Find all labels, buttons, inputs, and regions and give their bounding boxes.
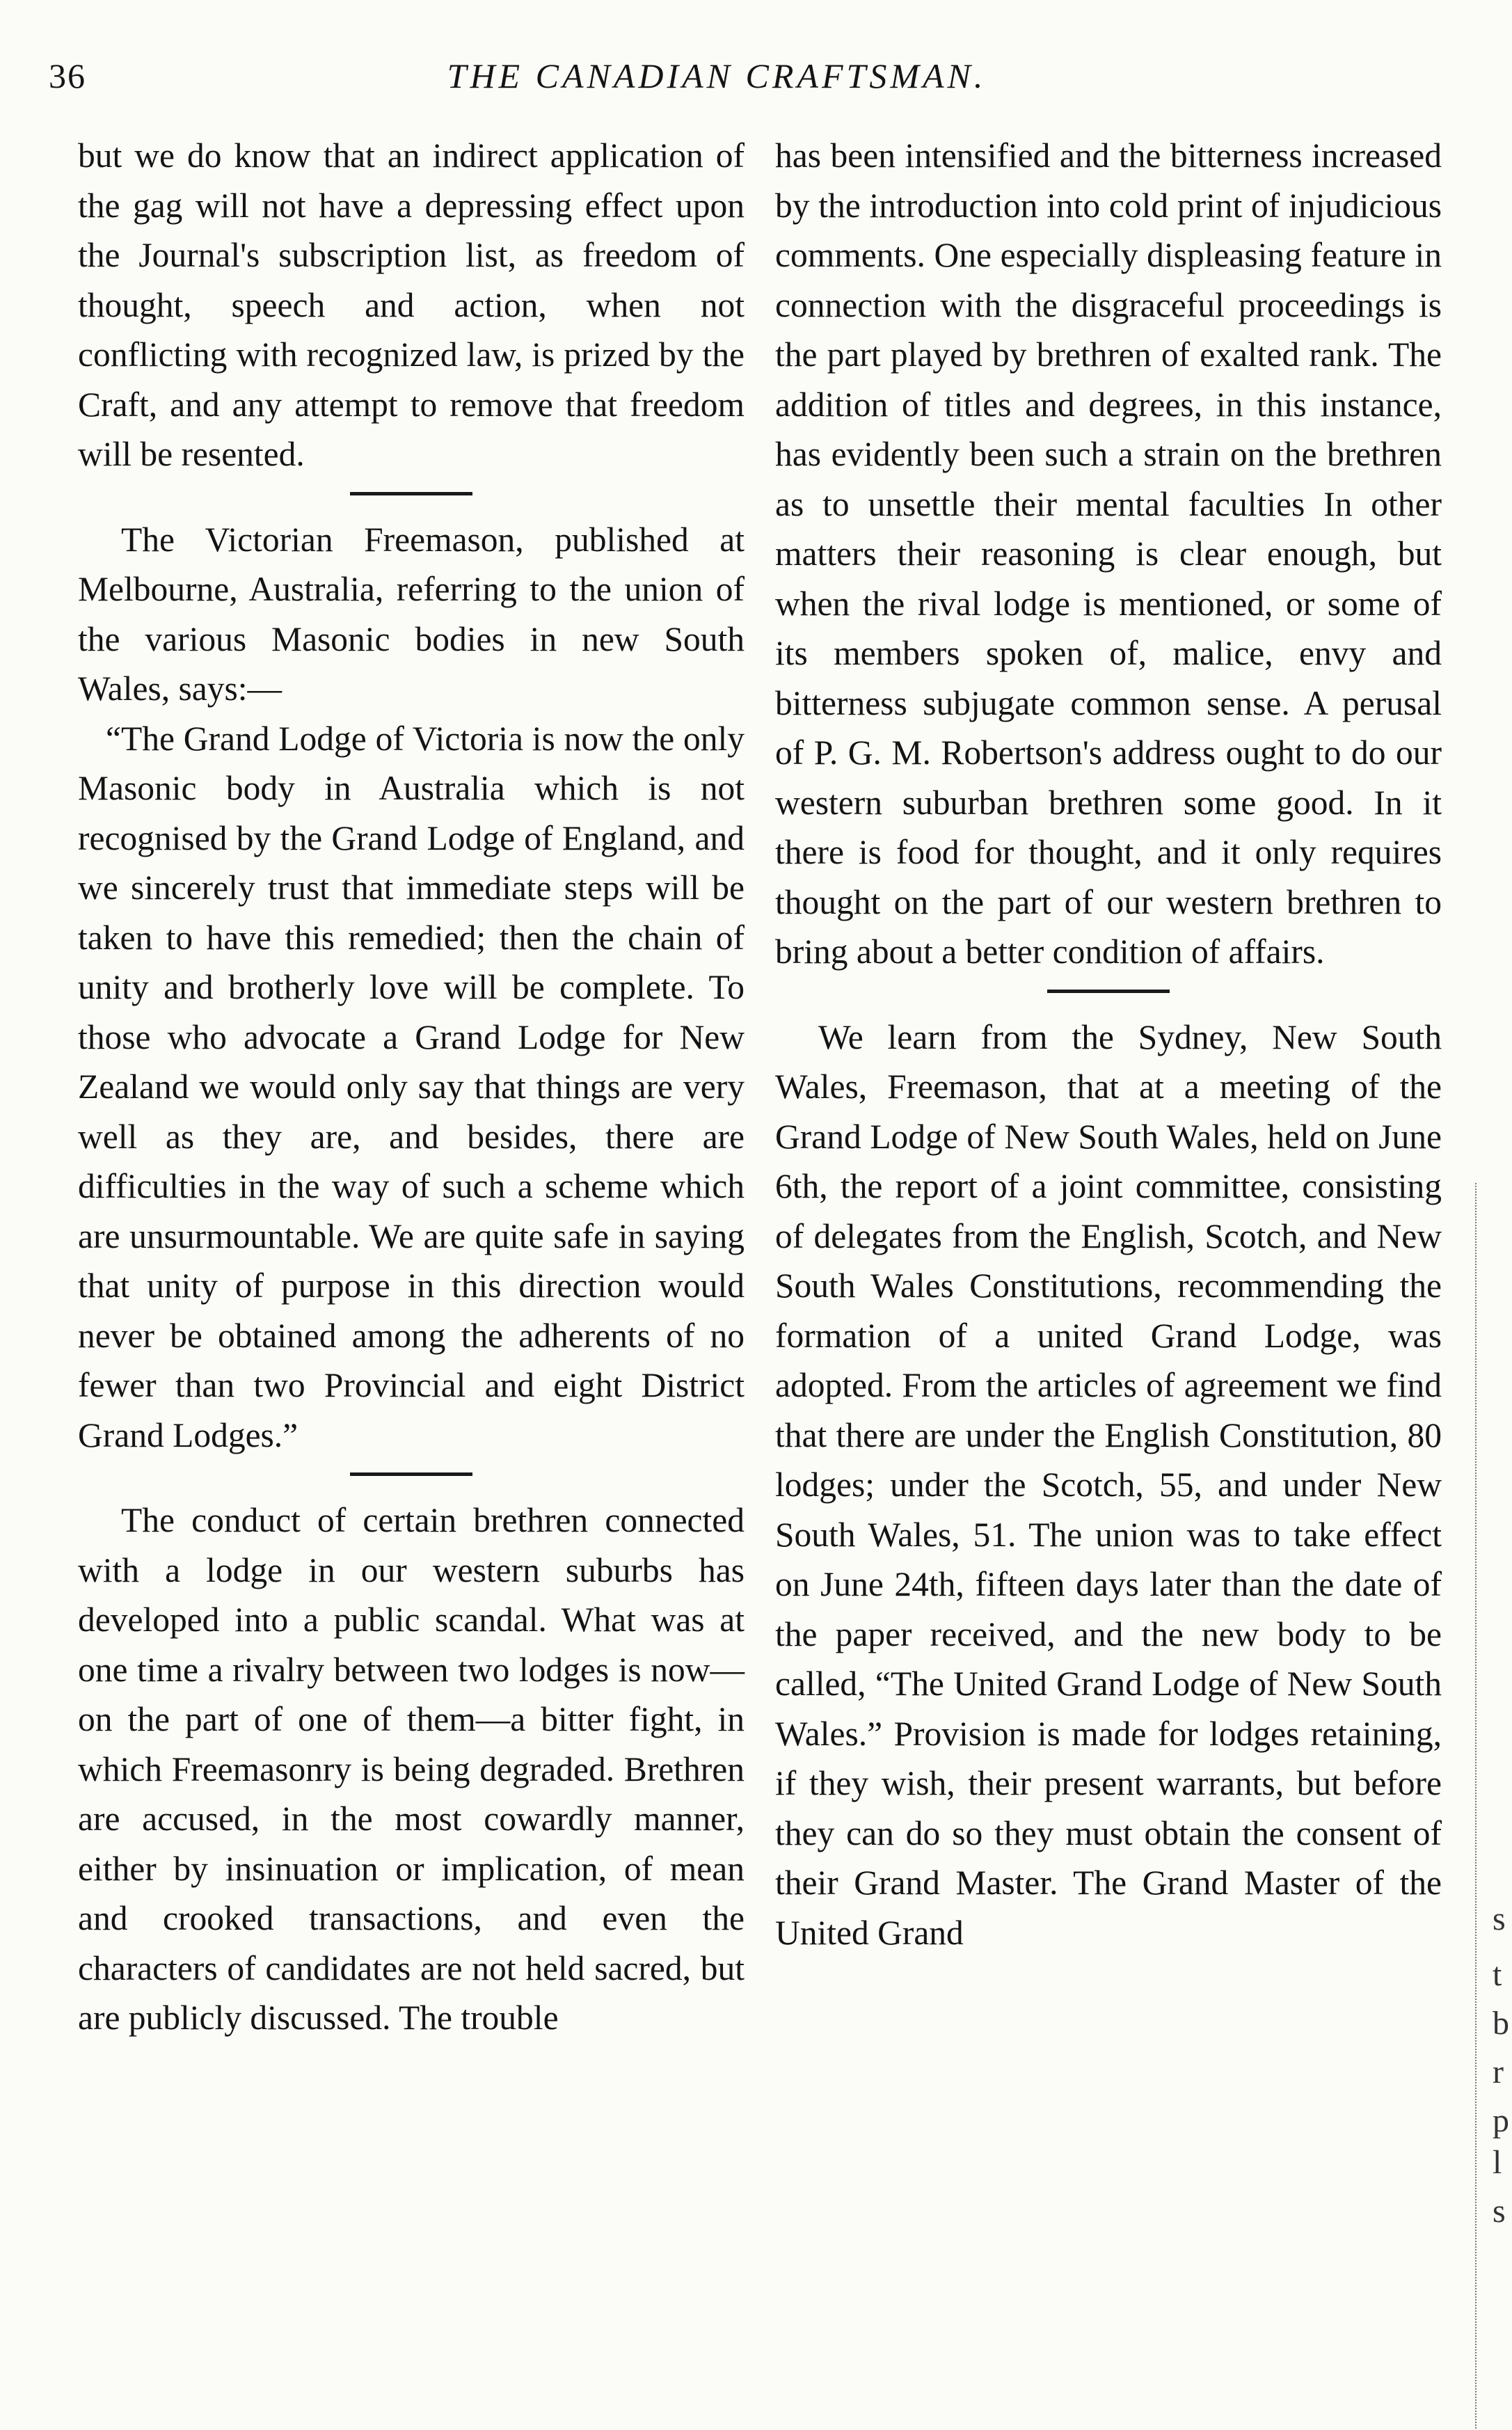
page-number: 36: [49, 56, 86, 95]
section-divider: [350, 1472, 472, 1476]
running-title: THE CANADIAN CRAFTSMAN.: [447, 56, 987, 95]
paragraph-western-lodges: The conduct of certain brethren connected with a lodge in our western suburbs has developed into a public scandal. What was at one time a rivalry between two lodges is now—on the part of one of them—a bitter fight, in which Freemasonry is being degraded. Brethren are accused, in the most cowardly manner, either by insinuation or implication, of mean and crooked transactions, and even the characters of candidates are not held sacred, but are publicly discussed. The trouble: [78, 1501, 745, 2037]
section-divider: [350, 492, 472, 495]
paragraph-victorian-freemason: The Victorian Freemason, published at Melbourne, Australia, referring to the union of the various Masonic bodies in new South Wales, says:—: [78, 520, 745, 708]
section-divider: [1047, 990, 1170, 993]
left-column: [78, 131, 745, 2043]
page-edge-margin: [1475, 1183, 1511, 2429]
edge-fragment: b: [1493, 2005, 1509, 2042]
paragraph-quotation: “The Grand Lodge of Victoria is now the only Masonic body in Australia which is not recognised by the Grand Lodge of England, and we sincerely trust that immediate steps will be taken to have this remedied; then the chain of unity and brotherly love will be complete. To those who advocate a Grand Lodge for New Zealand we would only say that things are very well as they are, and besides, there are difficulties in the way of such a scheme which are unsurmountable. We are quite safe in saying that unity of purpose in this direction would never be obtained among the adherents of no fewer than two Provincial and eight District Grand Lodges.”: [78, 719, 745, 1454]
right-column: [775, 131, 1442, 1958]
edge-fragment: s: [1493, 1900, 1506, 1937]
paragraph-gag: but we do know that an indirect application of the gag will not have a depressing effect upon the Journal's subscription list, as freedom of thought, speech and action, when not conflicting with recognized law, is prized by the Craft, and any attempt to remove that freedom will be resented.: [78, 136, 745, 473]
edge-fragment: s: [1493, 2193, 1506, 2230]
paragraph-continued: has been intensified and the bitterness increased by the introduction into cold print of injudicious comments. One especially displeasing feature in connection with the disgraceful proceedings is the part played by brethren of exalted rank. The addition of titles and degrees, in this instance, has evidently been such a strain on the brethren as to unsettle their mental faculties In other matters their reasoning is clear enough, but when the rival lodge is mentioned, or some of its members spoken of, malice, envy and bitterness subjugate common sense. A perusal of P. G. M. Robertson's address ought to do our western suburban brethren some good. In it there is food for thought, and it only requires thought on the part of our western brethren to bring about a better condition of affairs.: [775, 136, 1442, 971]
edge-fragment: t: [1493, 1956, 1502, 1993]
paragraph-sydney-union: We learn from the Sydney, New South Wales, Freemason, that at a meeting of the Grand Lodge of New South Wales, held on June 6th, the report of a joint committee, consisting of delegates from the English, Scotch, and New South Wales Constitutions, recommending the formation of a united Grand Lodge, was adopted. From the articles of agreement we find that there are under the English Constitution, 80 lodges; under the Scotch, 55, and under New South Wales, 51. The union was to take effect on June 24th, fifteen days later than the date of the paper received, and the new body to be called, “The United Grand Lodge of New South Wales.” Provision is made for lodges retaining, if they wish, their present warrants, but before they can do so they must obtain the consent of their Grand Master. The Grand Master of the United Grand: [775, 1017, 1442, 1952]
edge-fragment: p: [1493, 2102, 1509, 2139]
edge-fragment: l: [1493, 2144, 1502, 2181]
page-header: [0, 56, 1512, 118]
edge-fragment: r: [1493, 2054, 1504, 2090]
